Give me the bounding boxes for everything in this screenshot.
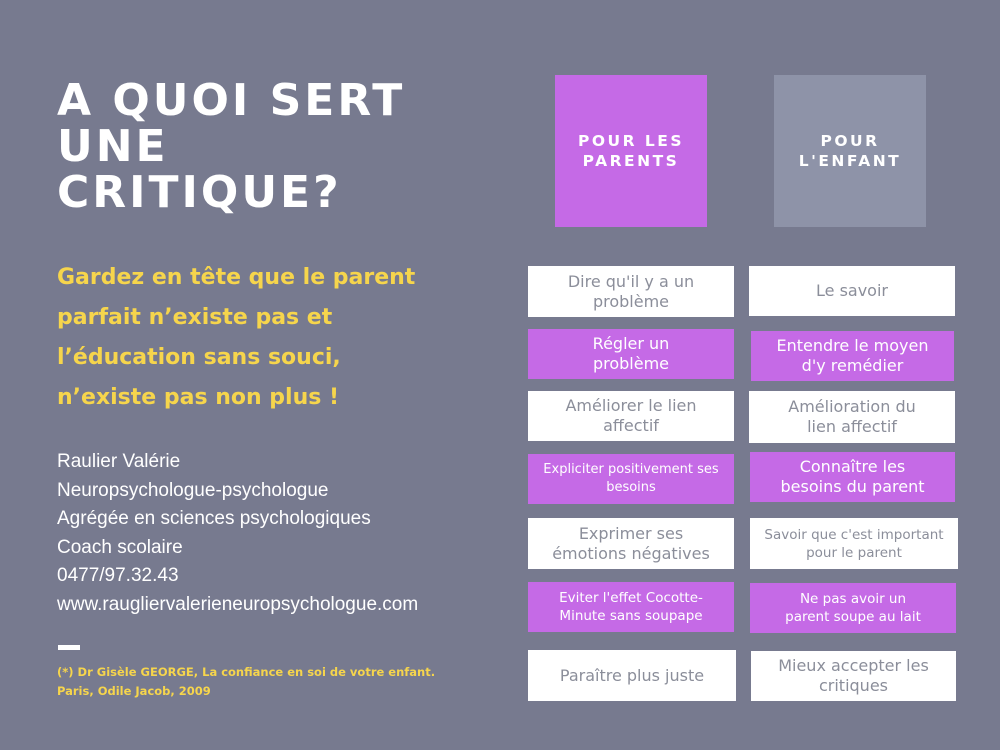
author-website: www.raugliervalerieneuropsychologue.com — [57, 593, 419, 615]
cell-text: Eviter l'effet Cocotte- — [559, 590, 703, 606]
enfant-cell-4 — [750, 452, 955, 502]
parents-cell-3 — [528, 391, 734, 441]
cell-text: affectif — [603, 416, 659, 435]
cell-text: Régler un — [592, 334, 670, 353]
cell-text: Expliciter positivement ses — [543, 462, 719, 477]
cell-text: lien affectif — [807, 417, 897, 436]
parents-cell-4 — [528, 454, 734, 504]
column-header-enfant — [774, 75, 926, 227]
reference-note — [57, 663, 477, 701]
title-line-3: CRITIQUE? — [57, 167, 342, 218]
cell-text: besoins du parent — [780, 477, 925, 496]
cell-text: Savoir que c'est important — [764, 526, 944, 543]
cell-text: Ne pas avoir un — [799, 591, 907, 607]
cell-text: émotions négatives — [552, 543, 710, 563]
cell-text: Mieux accepter les — [778, 656, 929, 675]
column-header-parents — [555, 75, 707, 227]
cell-text: besoins — [606, 480, 656, 495]
parents-cell-2 — [528, 329, 734, 379]
parents-cell-1 — [528, 266, 734, 317]
author-name: Raulier Valérie — [57, 451, 181, 472]
title-line-1: A QUOI SERT — [57, 75, 406, 126]
enfant-cell-3 — [749, 391, 955, 443]
author-phone: 0477/97.32.43 — [57, 565, 179, 587]
cell-text: Entendre le moyen — [776, 336, 929, 355]
cell-text: parent soupe au lait — [785, 609, 921, 625]
enfant-header-line-1: POUR — [820, 132, 880, 150]
parents-cell-7 — [528, 650, 736, 701]
enfant-cell-7 — [751, 651, 956, 701]
parents-cell-5 — [528, 518, 734, 569]
reference-line-2: Paris, Odile Jacob, 2009 — [57, 684, 211, 698]
author-role-1: Neuropsychologue-psychologue — [57, 479, 329, 501]
cell-text: Améliorer le lien — [565, 396, 697, 415]
enfant-cell-6 — [750, 583, 956, 633]
highlight-quote — [57, 258, 457, 418]
author-role-2: Agrégée en sciences psychologiques — [57, 508, 371, 530]
reference-line-1: (*) Dr Gisèle GEORGE, La confiance en soi de votre enfant. — [57, 665, 436, 679]
quote-line-3: l’éducation sans souci, — [57, 345, 341, 370]
cell-text: problème — [592, 291, 670, 311]
author-info — [57, 448, 477, 620]
quote-line-1: Gardez en tête que le parent — [57, 265, 416, 290]
cell-text: Exprimer ses — [578, 523, 684, 543]
parents-cell-6 — [528, 582, 734, 632]
enfant-cell-5 — [750, 518, 958, 569]
parents-header-line-2: PARENTS — [582, 152, 680, 170]
cell-text: Amélioration du — [788, 397, 916, 416]
cell-text: Le savoir — [816, 281, 888, 300]
page-title — [57, 75, 477, 218]
cell-text: problème — [592, 354, 670, 373]
cell-text: Connaître les — [799, 457, 906, 476]
title-line-2: UNE — [57, 121, 169, 172]
enfant-cell-1 — [749, 266, 955, 316]
cell-text: pour le parent — [806, 544, 902, 561]
cell-text: critiques — [818, 676, 888, 695]
quote-line-4: n’existe pas non plus ! — [57, 385, 340, 410]
cell-text: Minute sans soupape — [559, 608, 703, 624]
author-role-3: Coach scolaire — [57, 536, 183, 558]
cell-text: d'y remédier — [801, 356, 904, 375]
parents-header-line-1: POUR LES — [577, 132, 685, 150]
cell-text: Dire qu'il y a un — [567, 271, 695, 291]
enfant-header-line-2: L'ENFANT — [798, 152, 902, 170]
enfant-cell-2 — [751, 331, 954, 381]
cell-text: Paraître plus juste — [559, 665, 705, 685]
divider-dash — [58, 645, 80, 650]
quote-line-2: parfait n’existe pas et — [57, 305, 333, 330]
